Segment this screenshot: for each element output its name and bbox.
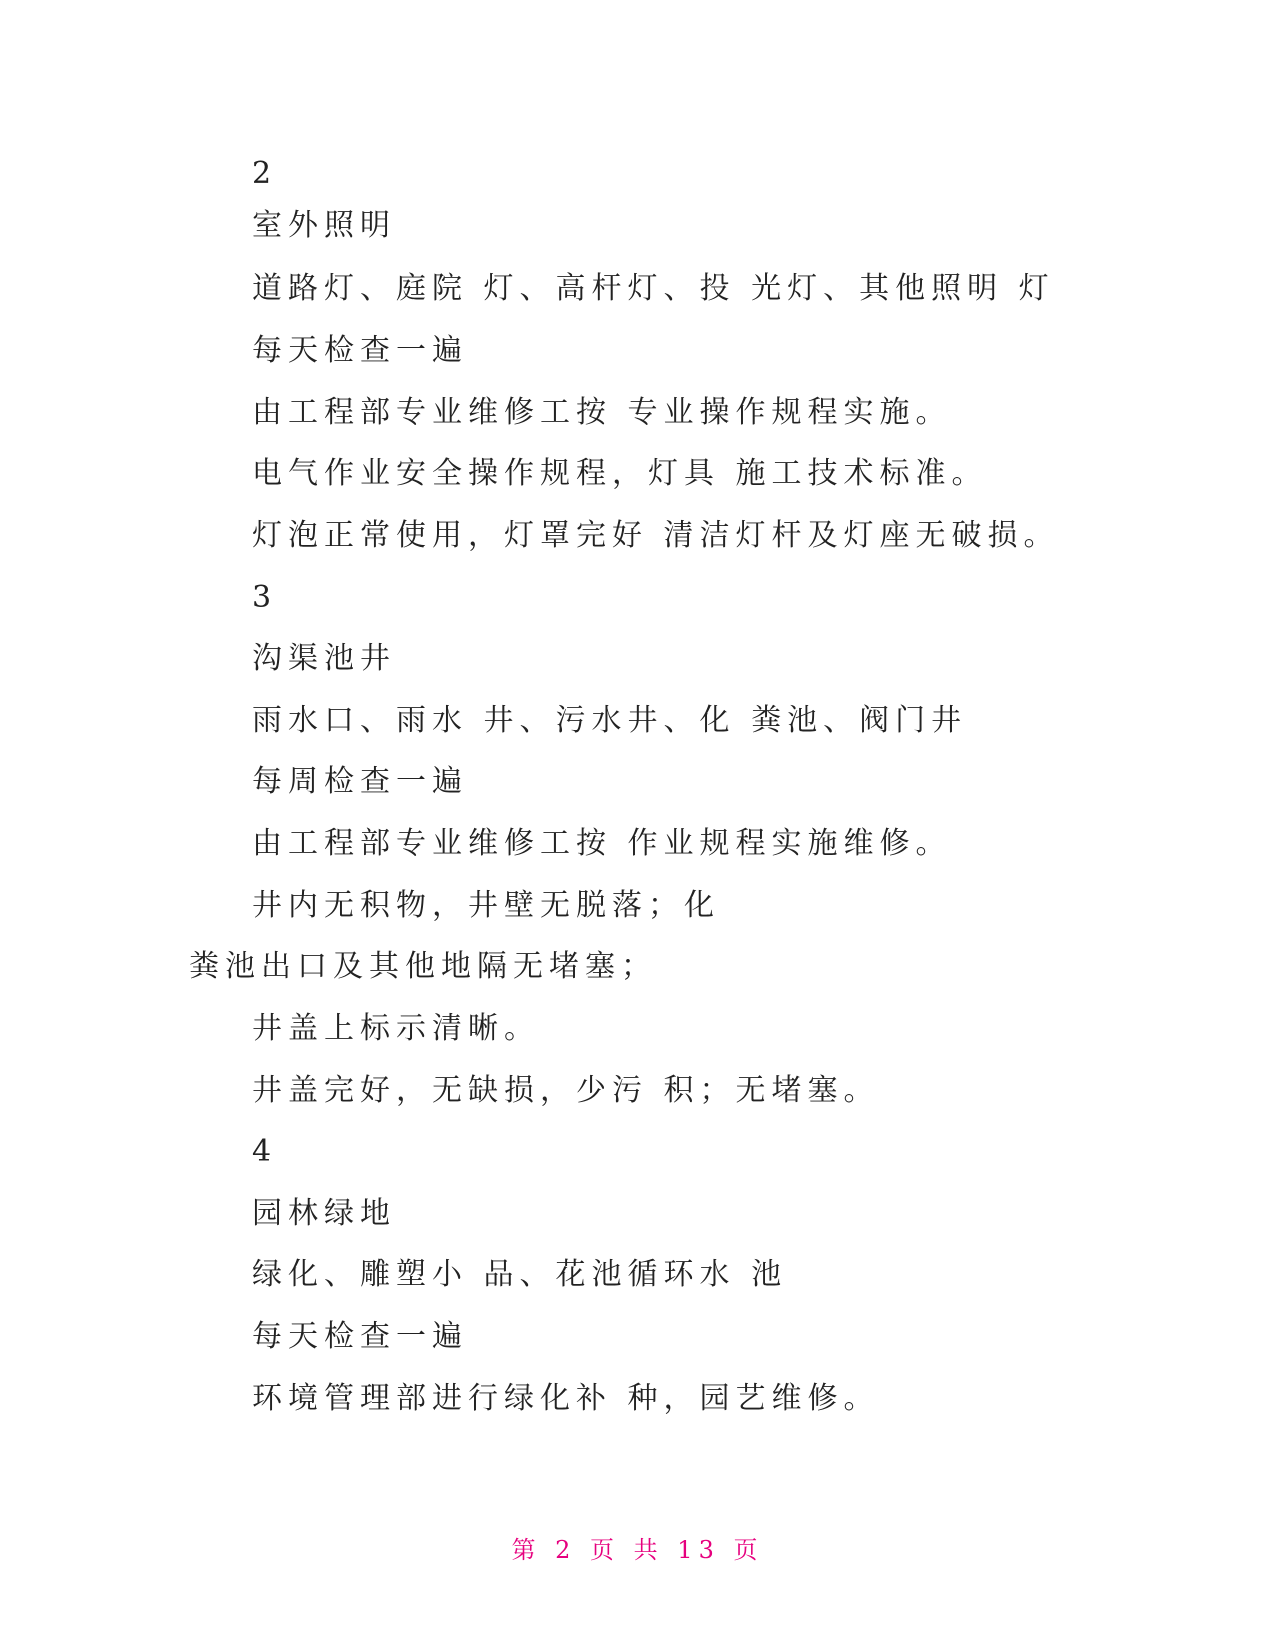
section-number: 4 (252, 1134, 278, 1169)
section-title: 沟渠池井 (252, 641, 396, 676)
inspection-frequency: 每周检查一遍 (252, 764, 468, 799)
item-scope: 雨水口、雨水 井、污水井、化 粪池、阀门井 (252, 703, 968, 738)
item-scope: 道路灯、庭院 灯、高杆灯、投 光灯、其他照明 灯 (252, 271, 1055, 306)
page-number-footer: 第 2 页 共 13 页 (511, 1536, 764, 1564)
section-number: 2 (252, 156, 278, 191)
standard-text: 电气作业安全操作规程，灯具 施工技术标准。 (252, 456, 988, 491)
standard-text: 井盖上标示清晰。 (252, 1011, 540, 1046)
quality-requirement: 灯泡正常使用，灯罩完好 清洁灯杆及灯座无破损。 (252, 518, 1060, 553)
inspection-frequency: 每天检查一遍 (252, 1319, 468, 1354)
quality-requirement: 井盖完好，无缺损，少污 积；无堵塞。 (252, 1073, 880, 1108)
responsible-party: 由工程部专业维修工按 专业操作规程实施。 (252, 395, 952, 430)
section-title: 园林绿地 (252, 1196, 396, 1231)
section-number: 3 (252, 580, 278, 615)
section-title: 室外照明 (252, 208, 396, 243)
item-scope: 绿化、雕塑小 品、花池循环水 池 (252, 1257, 788, 1292)
responsible-party: 由工程部专业维修工按 作业规程实施维修。 (252, 826, 952, 861)
responsible-party: 环境管理部进行绿化补 种，园艺维修。 (252, 1381, 880, 1416)
inspection-frequency: 每天检查一遍 (252, 333, 468, 368)
standard-text-continued: 粪池出口及其他地隔无堵塞； (189, 949, 657, 984)
standard-text: 井内无积物，井壁无脱落；化 (252, 888, 720, 923)
